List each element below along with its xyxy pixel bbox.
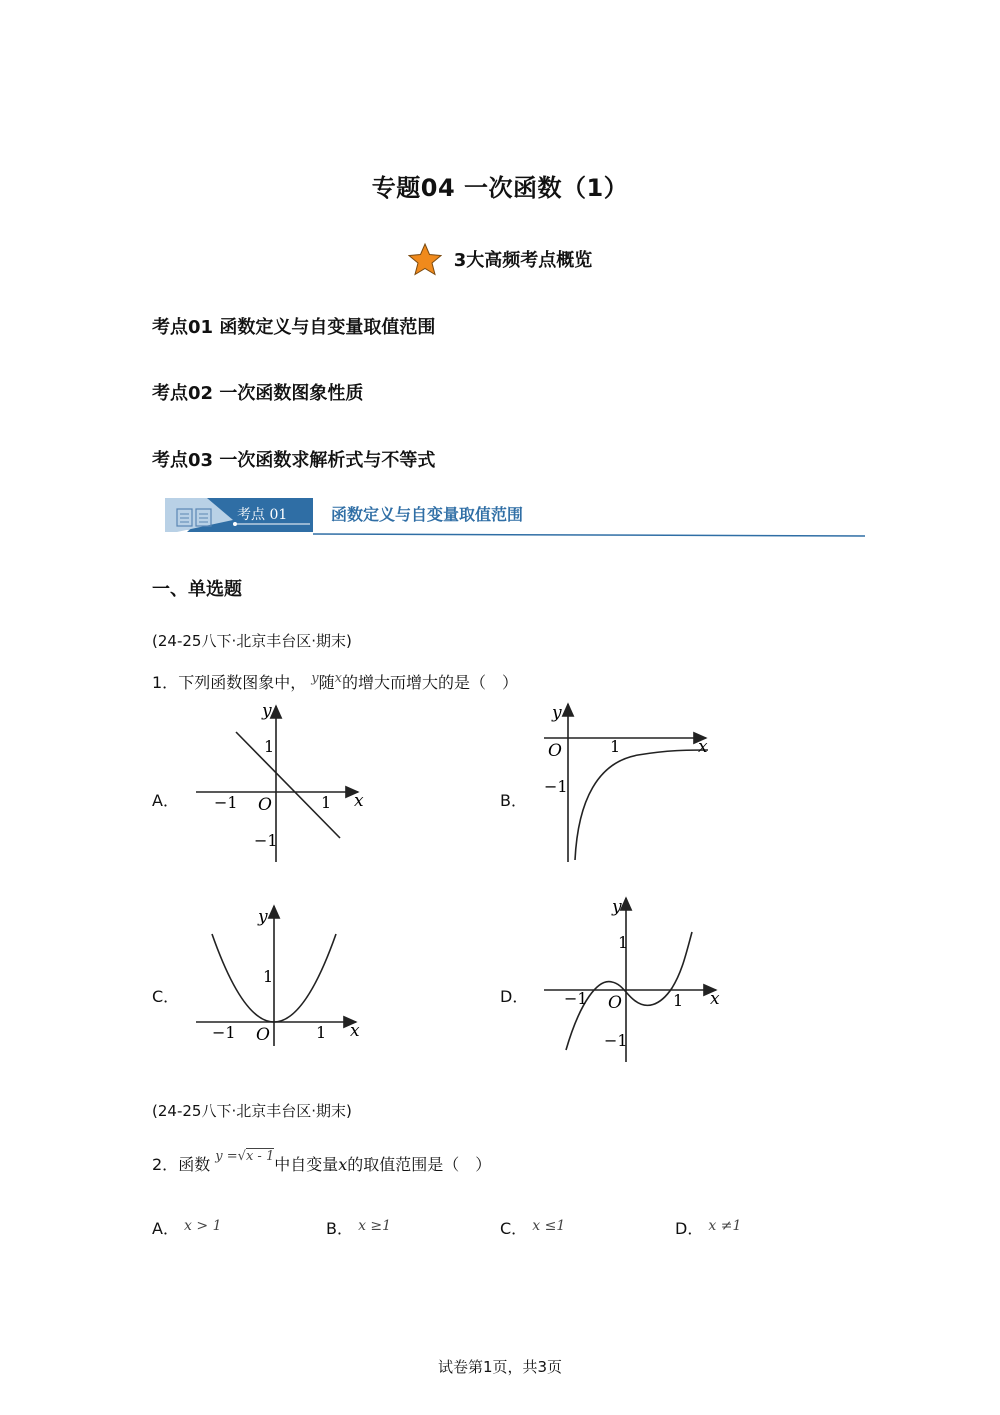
q2-number: 2． bbox=[152, 1155, 179, 1174]
q2-source: (24-25八下·北京丰台区·期末) bbox=[152, 1102, 352, 1120]
overview-heading bbox=[0, 242, 1000, 276]
q1-text-c: 的增大而增大的是（ ） bbox=[342, 673, 519, 692]
tick-label-y1: 1 bbox=[618, 933, 629, 952]
sqrt-icon: √ bbox=[237, 1149, 246, 1164]
q2-formula-lhs: y = bbox=[215, 1149, 238, 1164]
q1-option-d-label: D． bbox=[500, 987, 529, 1006]
q1-text-a: 下列函数图象中， bbox=[178, 673, 307, 692]
section-heading: 一、单选题 bbox=[152, 579, 242, 600]
origin-label: O bbox=[548, 741, 562, 761]
kaodian-01: 考点01 函数定义与自变量取值范围 bbox=[152, 317, 436, 338]
q2-formula-radicand: x - 1 bbox=[245, 1149, 275, 1164]
q1-stem bbox=[152, 670, 518, 693]
q2-option-a bbox=[152, 1216, 221, 1239]
x-label: x bbox=[350, 1021, 360, 1041]
q1-var-y: y bbox=[311, 671, 319, 686]
page-title: 专题04 一次函数（1） bbox=[371, 174, 629, 202]
q2-option-d bbox=[675, 1216, 741, 1239]
star-icon bbox=[408, 242, 442, 276]
kaodian-02: 考点02 一次函数图象性质 bbox=[152, 383, 364, 404]
q1-var-x: x bbox=[334, 671, 343, 686]
banner-text: 函数定义与自变量取值范围 bbox=[331, 505, 524, 524]
q1-option-b-label: B． bbox=[500, 791, 527, 810]
q2-option-c-label: C． bbox=[500, 1219, 528, 1238]
y-label: y bbox=[552, 703, 562, 723]
kaodian-03: 考点03 一次函数求解析式与不等式 bbox=[152, 450, 436, 471]
origin-label: O bbox=[256, 1025, 270, 1045]
tick-label-xneg1: −1 bbox=[212, 1023, 236, 1042]
graph-d bbox=[538, 892, 728, 1064]
tick-label-x1: 1 bbox=[316, 1023, 327, 1042]
overview-text: 3大高频考点概览 bbox=[453, 250, 593, 271]
q2-option-d-label: D． bbox=[675, 1219, 704, 1238]
q2-text-b: 中自变量 bbox=[274, 1155, 339, 1174]
tick-label-yneg1: −1 bbox=[544, 777, 568, 796]
tick-label-x1: 1 bbox=[673, 991, 684, 1010]
q1-text-b: 随 bbox=[318, 673, 335, 692]
section-banner bbox=[165, 494, 865, 538]
q2-var-x: x bbox=[338, 1155, 348, 1174]
origin-label: O bbox=[258, 795, 272, 815]
q2-formula bbox=[215, 1149, 274, 1164]
graph-b-curve bbox=[575, 750, 708, 860]
q2-option-c-value: x ≤1 bbox=[532, 1218, 566, 1234]
tick-label-yneg1: −1 bbox=[254, 831, 278, 850]
q1-option-a-label: A． bbox=[152, 791, 179, 810]
q1-option-c-label: C． bbox=[152, 987, 180, 1006]
q2-option-c bbox=[500, 1216, 565, 1239]
graph-c bbox=[190, 900, 380, 1050]
y-label: y bbox=[258, 907, 268, 927]
y-label: y bbox=[262, 701, 272, 721]
tick-label-y1: 1 bbox=[264, 737, 275, 756]
tick-label-xneg1: −1 bbox=[564, 989, 588, 1008]
x-label: x bbox=[710, 989, 720, 1009]
q1-source: (24-25八下·北京丰台区·期末) bbox=[152, 632, 352, 650]
q2-stem bbox=[152, 1149, 492, 1175]
tick-label-x1: 1 bbox=[321, 793, 332, 812]
y-label: y bbox=[612, 897, 622, 917]
page-footer: 试卷第1页，共3页 bbox=[437, 1358, 563, 1376]
x-label: x bbox=[354, 791, 364, 811]
q2-option-a-label: A． bbox=[152, 1219, 179, 1238]
q2-option-d-value: x ≠1 bbox=[708, 1218, 742, 1234]
q2-option-a-value: x > 1 bbox=[184, 1218, 222, 1234]
book-icon bbox=[175, 506, 215, 530]
q2-option-b-value: x ≥1 bbox=[358, 1218, 392, 1234]
tick-label-xneg1: −1 bbox=[214, 793, 238, 812]
q1-number: 1． bbox=[152, 673, 179, 692]
graph-a-line bbox=[236, 732, 340, 838]
q2-text-a: 函数 bbox=[178, 1155, 211, 1174]
q2-text-c: 的取值范围是（ ） bbox=[347, 1155, 492, 1174]
graph-b bbox=[538, 700, 728, 870]
tick-label-yneg1: −1 bbox=[604, 1031, 628, 1050]
tick-label-y1: 1 bbox=[263, 967, 274, 986]
q2-option-b bbox=[326, 1216, 391, 1239]
banner-label: 考点 01 bbox=[237, 507, 288, 523]
q2-option-b-label: B． bbox=[326, 1219, 353, 1238]
origin-label: O bbox=[608, 993, 622, 1013]
x-label: x bbox=[698, 737, 708, 757]
graph-a bbox=[190, 700, 380, 870]
tick-label-x1: 1 bbox=[610, 737, 621, 756]
